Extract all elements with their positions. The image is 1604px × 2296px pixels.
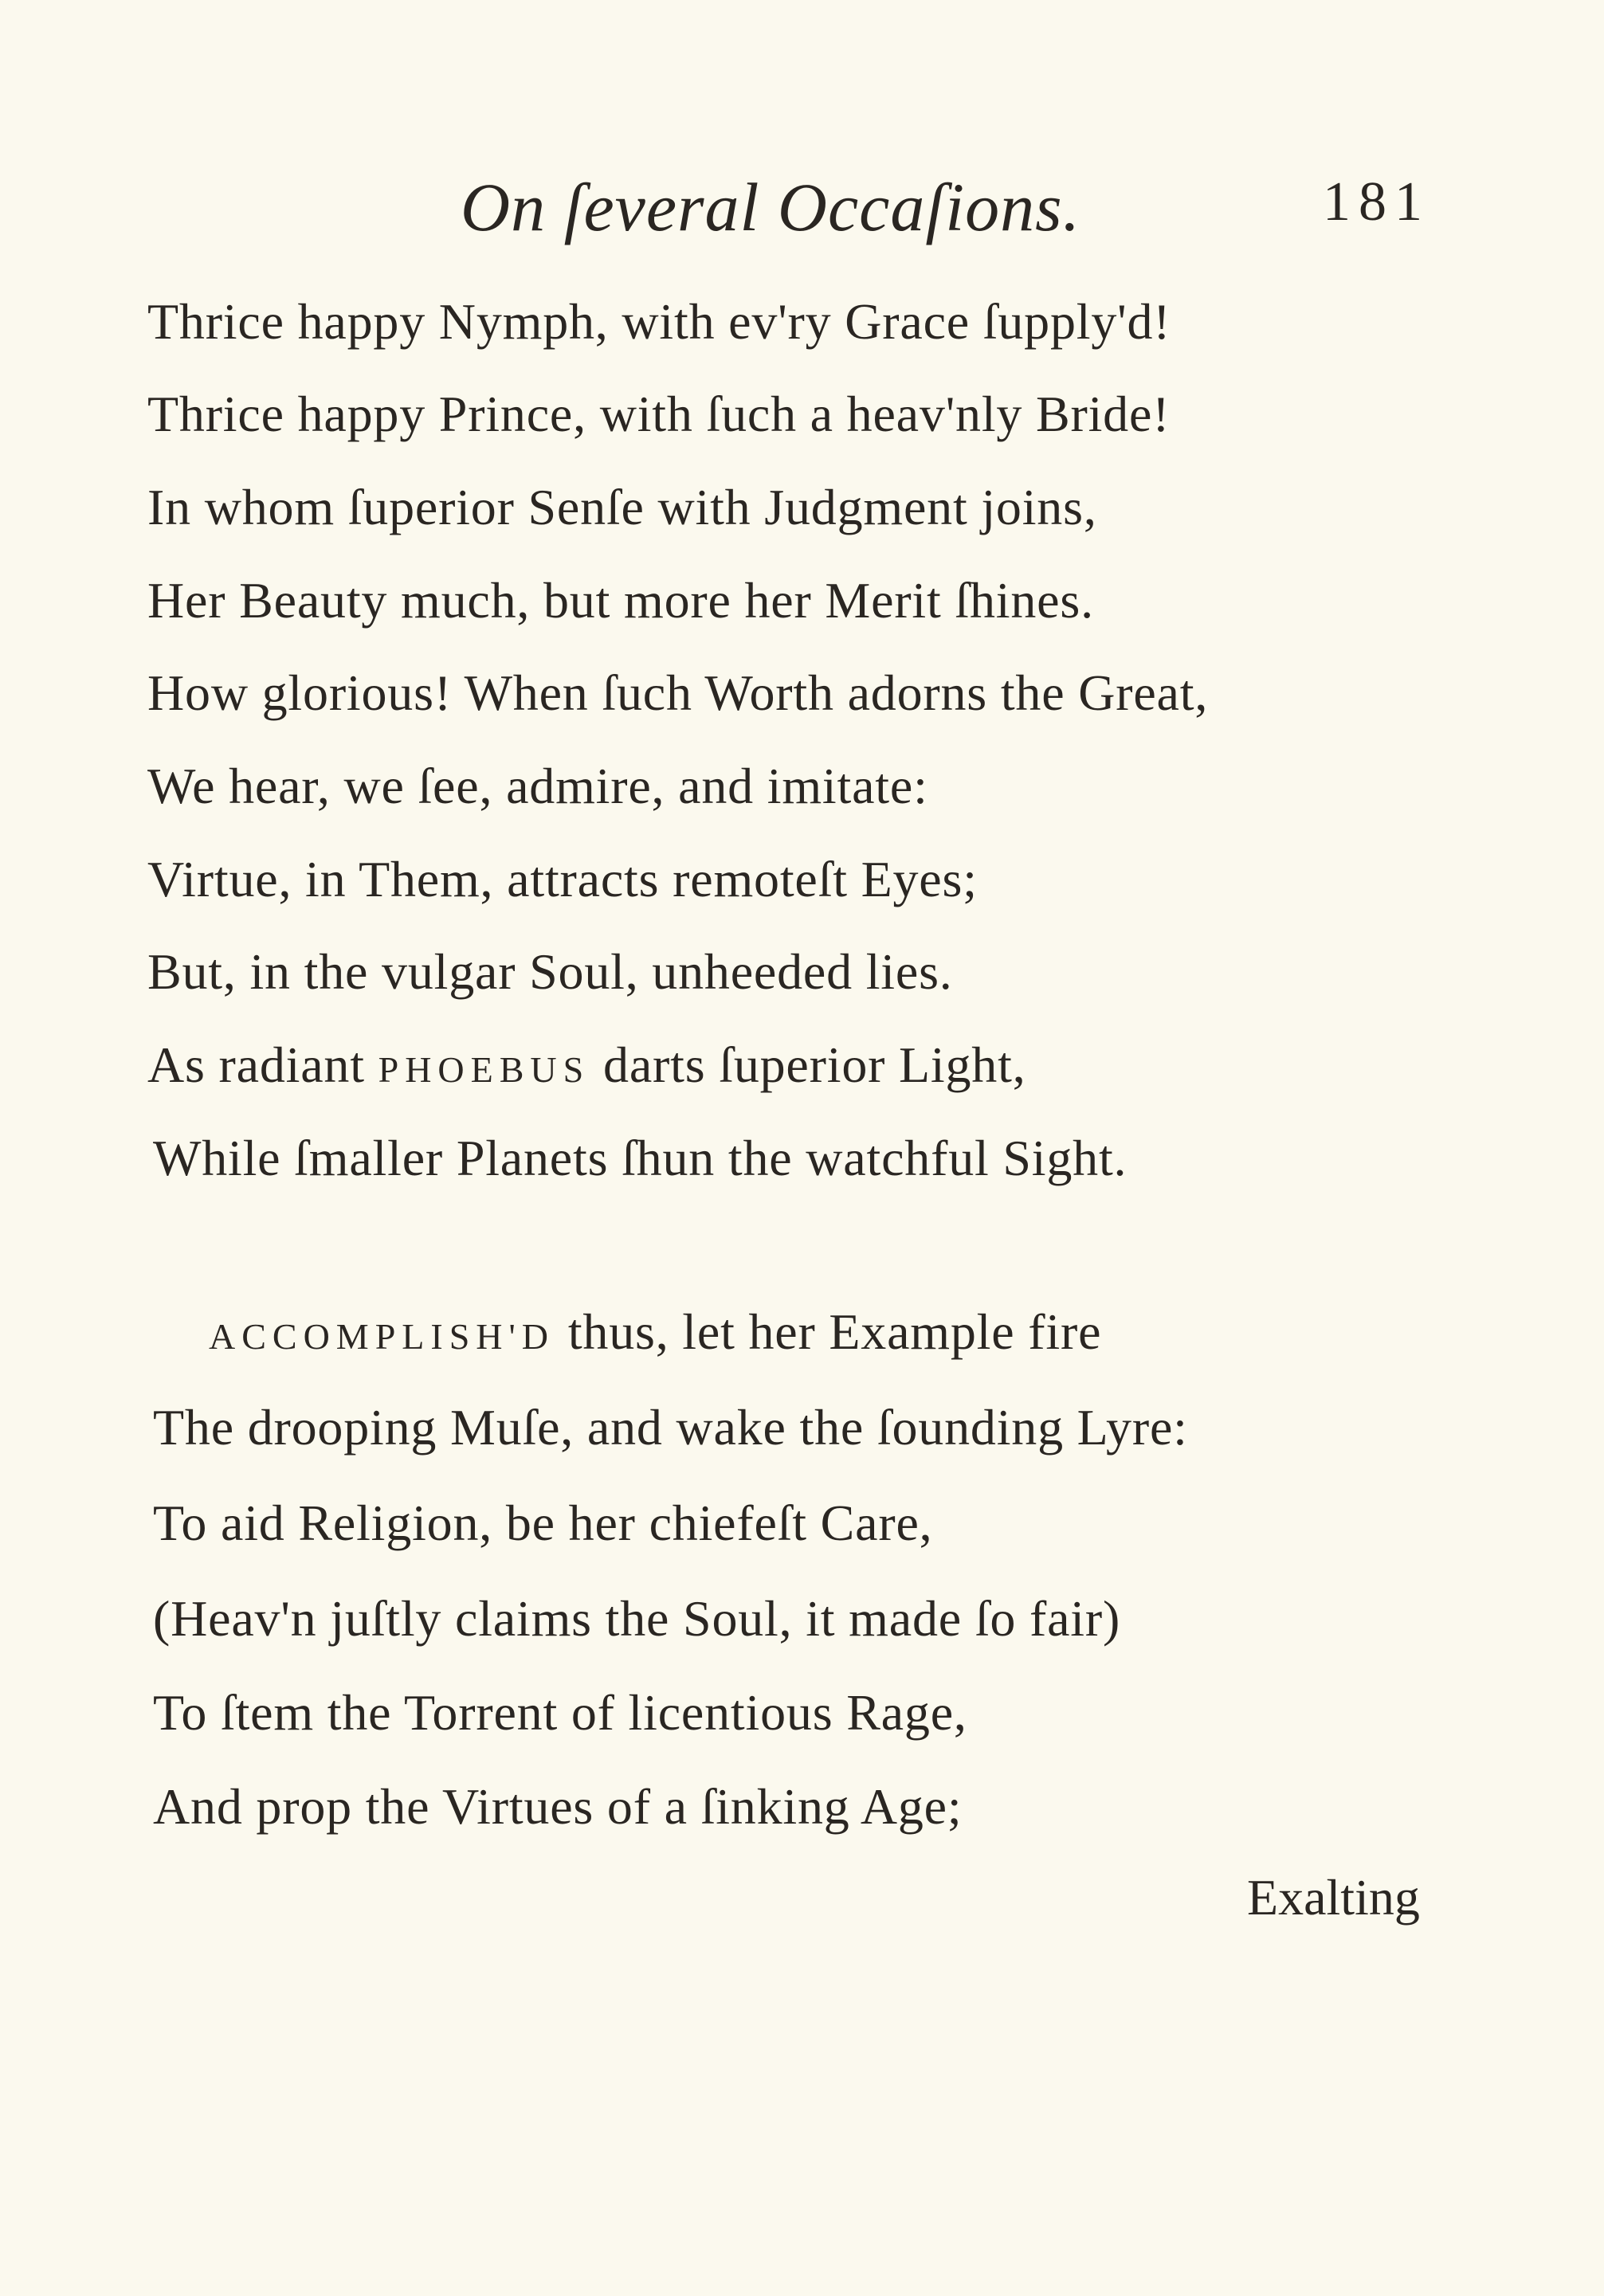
line-text: thus, let her Example fire [555,1303,1102,1360]
catchword: Exalting [1247,1869,1420,1926]
verse-line: How glorious! When ſuch Worth adorns the Great, [147,664,1209,721]
verse-line: Thrice happy Nymph, with ev'ry Grace ſupply'd! [147,293,1171,350]
verse-line: (Heav'n juſtly claims the Soul, it made ſo fair) [153,1590,1121,1647]
line-text: As radiant [147,1036,378,1093]
verse-line: In whom ſuperior Senſe with Judgment joins, [147,479,1097,535]
small-caps-name: PHOEBUS [378,1049,590,1090]
running-head [0,167,1604,255]
verse-line: And prop the Virtues of a ſinking Age; [153,1778,963,1835]
verse-line: We hear, we ſee, admire, and imitate: [147,758,928,814]
page-number: 181 [1323,171,1430,233]
verse-line: The drooping Muſe, and wake the ſounding Lyre: [153,1399,1188,1456]
verse-line [147,1036,1026,1093]
small-caps-word: ACCOMPLISH'D [209,1316,555,1357]
verse-line: To ſtem the Torrent of licentious Rage, [153,1684,967,1741]
verse-line [209,1303,1102,1360]
line-text: darts ſuperior Light, [590,1036,1026,1093]
verse-line: Her Beauty much, but more her Merit ſhines. [147,572,1094,629]
verse-line: To aid Religion, be her chiefeſt Care, [153,1495,933,1551]
verse-line: While ſmaller Planets ſhun the watchful Sight. [153,1130,1128,1186]
verse-line: But, in the vulgar Soul, unheeded lies. [147,943,953,1000]
verse-line: Virtue, in Them, attracts remoteſt Eyes; [147,851,978,907]
running-title: On ſeveral Occaſions. [461,169,1081,245]
verse-line: Thrice happy Prince, with ſuch a heav'nly Bride! [147,386,1171,442]
